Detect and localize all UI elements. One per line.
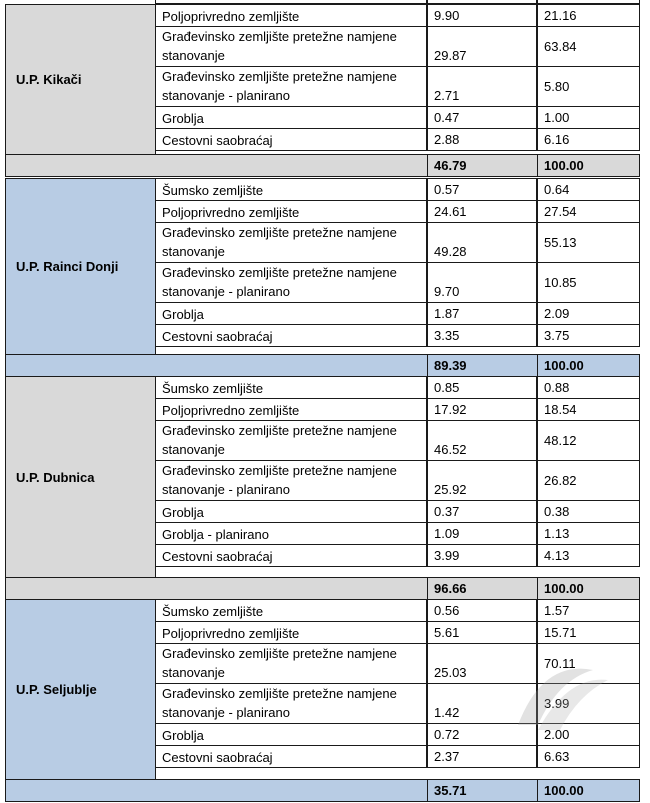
area-ha-value: 9.70 [427, 262, 537, 303]
land-use-label: Groblja [155, 723, 427, 746]
area-ha-value: 1.09 [427, 522, 537, 545]
area-ha-value: 17.92 [427, 398, 537, 421]
percent-value: 3.99 [537, 683, 640, 724]
land-use-label: Poljoprivredno zemljište [155, 398, 427, 421]
area-ha-value: 1.87 [427, 302, 537, 325]
percent-value: 48.12 [537, 420, 640, 461]
percent-value: 1.13 [537, 522, 640, 545]
zone-name: U.P. Kikači [5, 4, 156, 155]
land-use-label: Građevinsko zemljište pretežne namjene stanovanje [155, 222, 427, 263]
land-use-label: Groblja [155, 302, 427, 325]
area-ha-value: 9.90 [427, 4, 537, 27]
zone-name: U.P. Dubnica [5, 376, 156, 578]
percent-value: 1.57 [537, 599, 640, 622]
area-ha-value: 0.57 [427, 178, 537, 201]
land-use-label: Građevinsko zemljište pretežne namjene stanovanje - planirano [155, 66, 427, 107]
percent-value: 27.54 [537, 200, 640, 223]
area-ha-value: 25.92 [427, 460, 537, 501]
area-ha-value: 29.87 [427, 26, 537, 67]
total-ha-value: 35.71 [427, 779, 538, 802]
land-use-label: Šumsko zemljište [155, 376, 427, 399]
total-ha-value: 46.79 [427, 154, 538, 177]
land-use-label: Građevinsko zemljište pretežne namjene stanovanje [155, 420, 427, 461]
area-ha-value: 2.37 [427, 745, 537, 768]
percent-value: 2.00 [537, 723, 640, 746]
percent-value: 26.82 [537, 460, 640, 501]
area-ha-value: 24.61 [427, 200, 537, 223]
percent-value: 55.13 [537, 222, 640, 263]
area-ha-value: 3.35 [427, 324, 537, 347]
land-use-label: Poljoprivredno zemljište [155, 200, 427, 223]
total-ha-value: 89.39 [427, 354, 538, 377]
land-use-label: Građevinsko zemljište pretežne namjene stanovanje - planirano [155, 262, 427, 303]
total-percent-value: 100.00 [537, 154, 640, 177]
area-ha-value: 1.42 [427, 683, 537, 724]
land-use-label: Poljoprivredno zemljište [155, 621, 427, 644]
land-use-label: Šumsko zemljište [155, 178, 427, 201]
total-row-spacer [5, 779, 428, 802]
percent-value: 10.85 [537, 262, 640, 303]
total-row-spacer [5, 154, 428, 177]
land-use-label: Groblja [155, 106, 427, 129]
land-use-label: Poljoprivredno zemljište [155, 4, 427, 27]
land-use-label: Groblja [155, 500, 427, 523]
percent-value: 18.54 [537, 398, 640, 421]
percent-value: 63.84 [537, 26, 640, 67]
area-ha-value: 0.37 [427, 500, 537, 523]
total-percent-value: 100.00 [537, 354, 640, 377]
percent-value: 4.13 [537, 544, 640, 567]
area-ha-value: 0.56 [427, 599, 537, 622]
percent-value: 6.63 [537, 745, 640, 768]
area-ha-value: 0.85 [427, 376, 537, 399]
percent-value: 0.88 [537, 376, 640, 399]
area-ha-value: 46.52 [427, 420, 537, 461]
percent-value: 21.16 [537, 4, 640, 27]
land-use-label: Šumsko zemljište [155, 599, 427, 622]
area-ha-value: 49.28 [427, 222, 537, 263]
area-ha-value: 25.03 [427, 643, 537, 684]
land-use-label: Cestovni saobraćaj [155, 745, 427, 768]
percent-value: 6.16 [537, 128, 640, 151]
percent-value: 70.11 [537, 643, 640, 684]
total-percent-value: 100.00 [537, 779, 640, 802]
percent-value: 1.00 [537, 106, 640, 129]
zone-name: U.P. Rainci Donji [5, 178, 156, 355]
area-ha-value: 0.47 [427, 106, 537, 129]
land-use-label: Cestovni saobraćaj [155, 128, 427, 151]
percent-value: 3.75 [537, 324, 640, 347]
land-use-label: Cestovni saobraćaj [155, 544, 427, 567]
area-ha-value: 0.72 [427, 723, 537, 746]
area-ha-value: 2.71 [427, 66, 537, 107]
land-use-label: Građevinsko zemljište pretežne namjene stanovanje [155, 26, 427, 67]
area-ha-value: 5.61 [427, 621, 537, 644]
percent-value: 0.64 [537, 178, 640, 201]
land-use-label: Groblja - planirano [155, 522, 427, 545]
percent-value: 0.38 [537, 500, 640, 523]
total-row-spacer [5, 354, 428, 377]
percent-value: 15.71 [537, 621, 640, 644]
percent-value: 5.80 [537, 66, 640, 107]
total-row-spacer [5, 577, 428, 600]
land-use-label: Građevinsko zemljište pretežne namjene stanovanje [155, 643, 427, 684]
land-use-label: Cestovni saobraćaj [155, 324, 427, 347]
zone-name: U.P. Seljubljе [5, 599, 156, 780]
total-percent-value: 100.00 [537, 577, 640, 600]
total-ha-value: 96.66 [427, 577, 538, 600]
land-use-label: Građevinsko zemljište pretežne namjene stanovanje - planirano [155, 460, 427, 501]
percent-value: 2.09 [537, 302, 640, 325]
land-use-label: Građevinsko zemljište pretežne namjene stanovanje - planirano [155, 683, 427, 724]
area-ha-value: 2.88 [427, 128, 537, 151]
area-ha-value: 3.99 [427, 544, 537, 567]
